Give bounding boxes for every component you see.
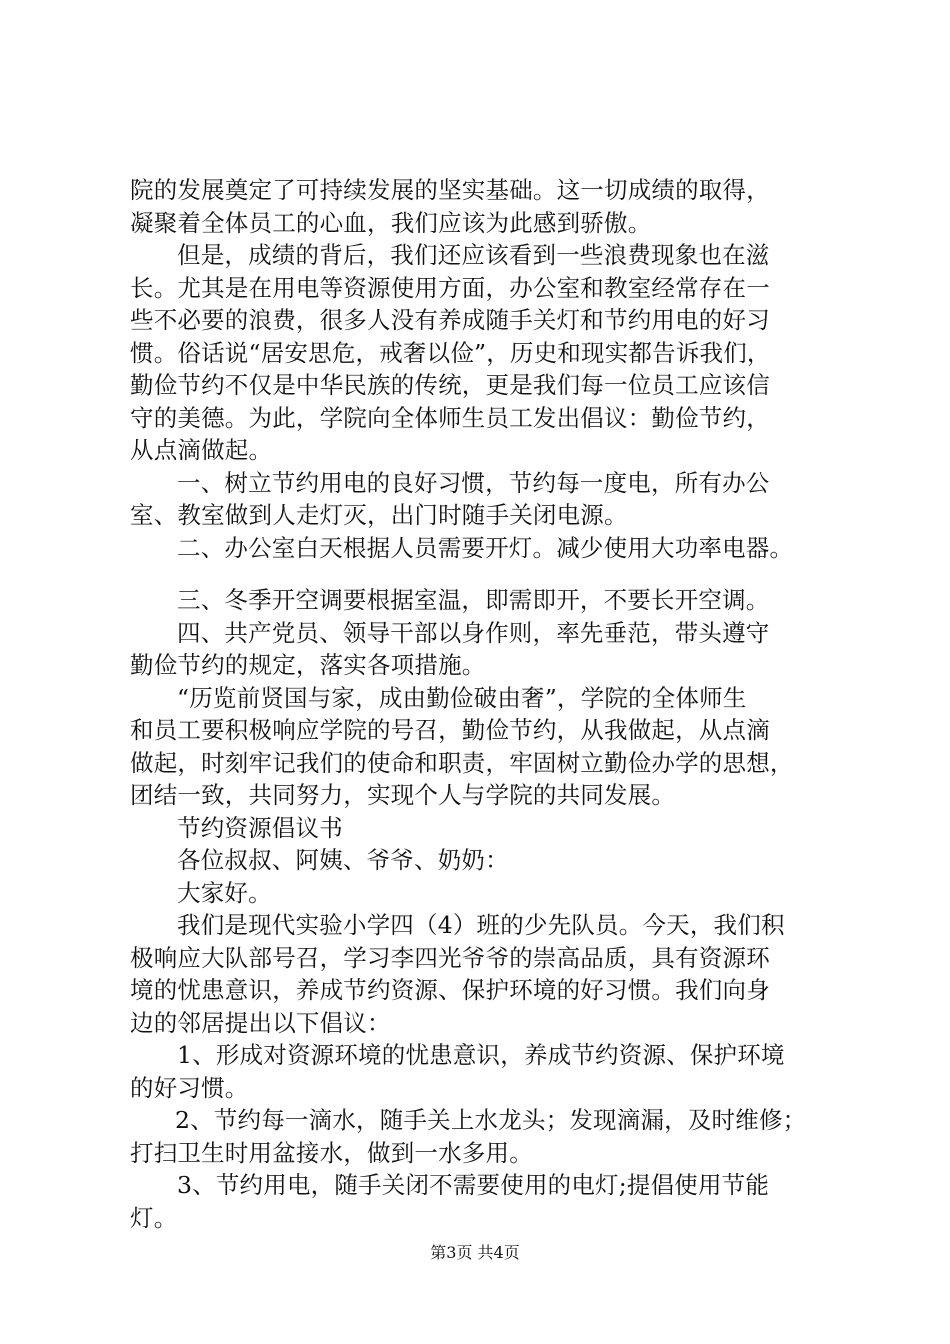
- text-line: 我们是现代实验小学四（4）班的少先队员。今天，我们积: [177, 911, 785, 939]
- text-line: 凝聚着全体员工的心血，我们应该为此感到骄傲。: [130, 208, 652, 237]
- text-line: 极响应大队部号召，学习李四光爷爷的崇高品质，具有资源环: [130, 943, 770, 972]
- text-line: 三、冬季开空调要根据室温，即需即开，不要长开空调。: [177, 586, 770, 614]
- text-line: 一、树立节约用电的良好习惯，节约每一度电，所有办公: [177, 468, 770, 497]
- text-line: 院的发展奠定了可持续发展的坚实基础。这一切成绩的取得，: [130, 176, 770, 204]
- text-line: 2、节约每一滴水，随手关上水龙头；发现滴漏，及时维修；: [175, 1106, 807, 1134]
- text-line: “历览前贤国与家，成由勤俭破由奢”，学院的全体师生: [177, 683, 747, 712]
- text-line: 的好习惯。: [130, 1073, 249, 1102]
- text-line: 勤俭节约不仅是中华民族的传统，更是我们每一位员工应该信: [130, 371, 770, 399]
- text-line: 灯。: [130, 1203, 178, 1232]
- text-line: 从点滴做起。: [130, 436, 273, 464]
- text-line: 但是，成绩的背后，我们还应该看到一些浪费现象也在滋: [177, 241, 770, 269]
- text-line: 做起，时刻牢记我们的使命和职责，牢固树立勤俭办学的思想，: [130, 748, 794, 777]
- text-line: 些不必要的浪费，很多人没有养成随手关灯和节约用电的好习: [130, 306, 770, 334]
- text-line: 1、形成对资源环境的忧患意识，养成节约资源、保护环境: [177, 1041, 785, 1069]
- salutation: 各位叔叔、阿姨、爷爷、奶奶：: [177, 846, 509, 874]
- text-line: 惯。俗话说“居安思危，戒奢以俭”，历史和现实都告诉我们，: [130, 338, 771, 367]
- text-line: 二、办公室白天根据人员需要开灯。减少使用大功率电器。: [177, 533, 794, 562]
- section-title: 节约资源倡议书: [177, 813, 343, 842]
- text-line: 长。尤其是在用电等资源使用方面，办公室和教室经常存在一: [130, 273, 770, 302]
- greeting: 大家好。: [177, 878, 272, 907]
- paragraph-gap: [130, 564, 835, 584]
- text-line: 打扫卫生时用盆接水，做到一水多用。: [130, 1138, 533, 1167]
- text-line: 勤俭节约的规定，落实各项措施。: [130, 651, 486, 679]
- text-line: 室、教室做到人走灯灭，出门时随手关闭电源。: [130, 501, 628, 529]
- page-number-footer: 第3页 共4页: [430, 1243, 520, 1262]
- text-line: 3、节约用电，随手关闭不需要使用的电灯;提倡使用节能: [177, 1171, 770, 1199]
- text-line: 境的忧患意识，养成节约资源、保护环境的好习惯。我们向身: [130, 976, 770, 1004]
- text-line: 守的美德。为此，学院向全体师生员工发出倡议：勤俭节约，: [130, 403, 770, 432]
- text-line: 边的邻居提出以下倡议：: [130, 1008, 391, 1037]
- text-line: 四、共产党员、领导干部以身作则，率先垂范，带头遵守: [177, 618, 770, 647]
- text-line: 团结一致，共同努力，实现个人与学院的共同发展。: [130, 781, 676, 809]
- document-body: [130, 174, 835, 1234]
- text-line: 和员工要积极响应学院的号召，勤俭节约，从我做起，从点滴: [130, 716, 770, 744]
